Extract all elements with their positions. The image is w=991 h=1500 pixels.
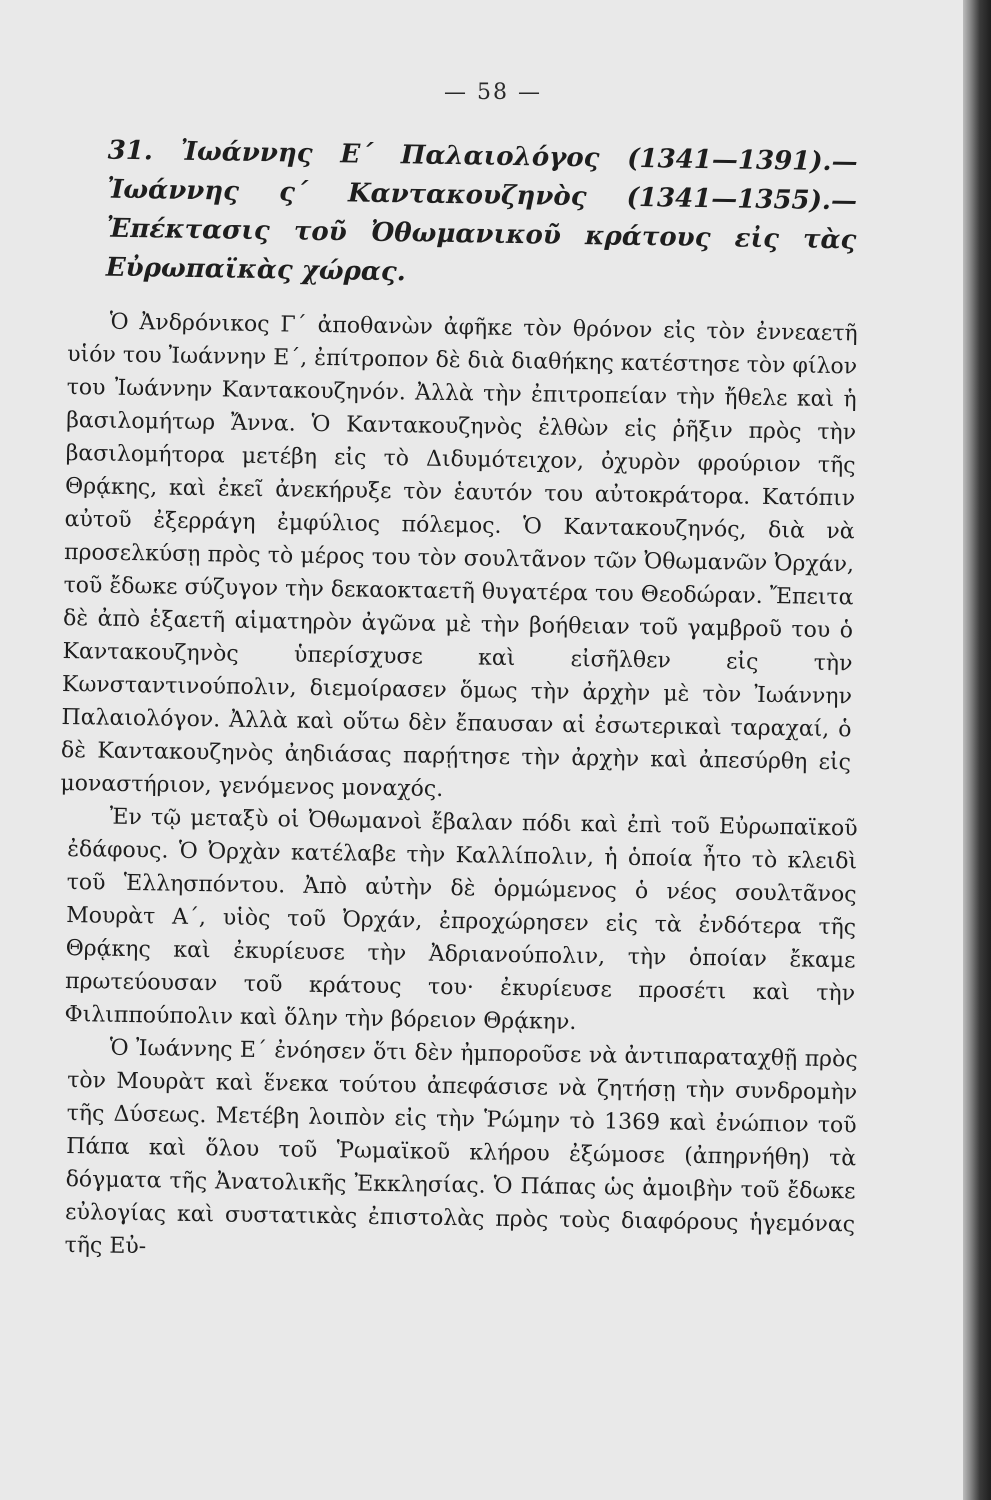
page-number: — 58 — xyxy=(444,80,542,105)
page-content xyxy=(60,80,858,1262)
paragraph: Ἐν τῷ μεταξὺ οἱ Ὀθωμανοὶ ἔβαλαν πόδι καὶ ἐπὶ τοῦ Εὐρωπαϊκοῦ ἐδάφους. Ὁ Ὀρχὰν κατέλαβε τὴν Καλλίπολιν, ἡ ὁποία ἦτο τὸ κλειδὶ τοῦ Ἑλλησπόντου. Ἀπὸ αὐτὴν δὲ ὁρμώμενος ὁ νέος σουλτᾶνος Μουρὰτ Α΄, υἱὸς τοῦ Ὀρχάν, ἐπροχώρησεν εἰς τὰ ἐνδότερα τῆς Θρᾴκης καὶ ἐκυρίευσε τὴν Ἀδριανούπολιν, τὴν ὁποίαν ἔκαμε πρωτεύουσαν τοῦ κράτους του· ἐκυρίευσε προσέτι καὶ τὴν Φιλιππούπολιν καὶ ὅλην τὴν βόρειον Θρᾴκην. xyxy=(64,804,858,1036)
section-heading: 31. Ἰωάννης Ε΄ Παλαιολόγος (1341—1391).—Ἰωάννης ς΄ Καντακουζηνὸς (1341—1355).— Ἐπέκτασις τοῦ Ὀθωμανικοῦ κράτους εἰς τὰς Εὐρωπαϊκὰς χώρας. xyxy=(105,135,858,288)
page-binding-edge xyxy=(963,0,991,1500)
paragraph: Ὁ Ἰωάννης Ε΄ ἐνόησεν ὅτι δὲν ἠμποροῦσε νὰ ἀντιπαραταχθῇ πρὸς τὸν Μουρὰτ καὶ ἕνεκα τούτου ἀπεφάσισε νὰ ζητήσῃ τὴν συνδρομὴν τῆς Δύσεως. Μετέβη λοιπὸν εἰς τὴν Ῥώμην τὸ 1369 καὶ ἐνώπιον τοῦ Πάπα καὶ ὅλου τοῦ Ῥωμαϊκοῦ κλήρου ἐξώμοσε (ἀπηρνήθη) τὰ δόγματα τῆς Ἀνατολικῆς Ἐκκλησίας. Ὁ Πάπας ὡς ἀμοιβὴν τοῦ ἔδωκε εὐλογίας καὶ συστατικὰς ἐπιστολὰς πρὸς τοὺς διαφόρους ἡγεμόνας τῆς Εὐ- xyxy=(64,1035,858,1260)
paragraph: Ὁ Ἀνδρόνικος Γ΄ ἀποθανὼν ἀφῆκε τὸν θρόνον εἰς τὸν ἐννεαετῆ υἱόν του Ἰωάννην Ε΄, ἐπίτροπον δὲ διὰ διαθήκης κατέστησε τὸν φίλον του Ἰωάννην Καντακουζηνόν. Ἀλλὰ τὴν ἐπιτροπείαν τὴν ἤθελε καὶ ἡ βασιλομήτωρ Ἄννα. Ὁ Καντακουζηνὸς ἐλθὼν εἰς ῥῆξιν πρὸς τὴν βασιλομήτορα μετέβη εἰς τὸ Διδυμότειχον, ὀχυρὸν φρούριον τῆς Θρᾴκης, καὶ ἐκεῖ ἀνεκήρυξε τὸν ἑαυτόν του αὐτοκράτορα. Κατόπιν αὐτοῦ ἐξερράγη ἐμφύλιος πόλεμος. Ὁ Καντακουζηνός, διὰ νὰ προσελκύσῃ πρὸς τὸ μέρος του τὸν σουλτᾶνον τῶν Ὀθωμανῶν Ὀρχάν, τοῦ ἔδωκε σύζυγον τὴν δεκαοκταετῆ θυγατέρα του Θεοδώραν. Ἔπειτα δὲ ἀπὸ ἑξαετῆ αἱματηρὸν ἀγῶνα μὲ τὴν βοήθειαν τοῦ γαμβροῦ του ὁ Καντακουζηνὸς ὑπερίσχυσε καὶ εἰσῆλθεν εἰς τὴν Κωνσταντινούπολιν, διεμοίρασεν ὅμως τὴν ἀρχὴν μὲ τὸν Ἰωάννην Παλαιολόγον. Ἀλλὰ καὶ οὕτω δὲν ἔπαυσαν αἱ ἐσωτερικαὶ ταραχαί, ὁ δὲ Καντακουζηνὸς ἀηδιάσας παρῄτησε τὴν ἀρχὴν καὶ ἀπεσύρθη εἰς μοναστήριον, γενόμενος μοναχός. xyxy=(60,309,858,802)
